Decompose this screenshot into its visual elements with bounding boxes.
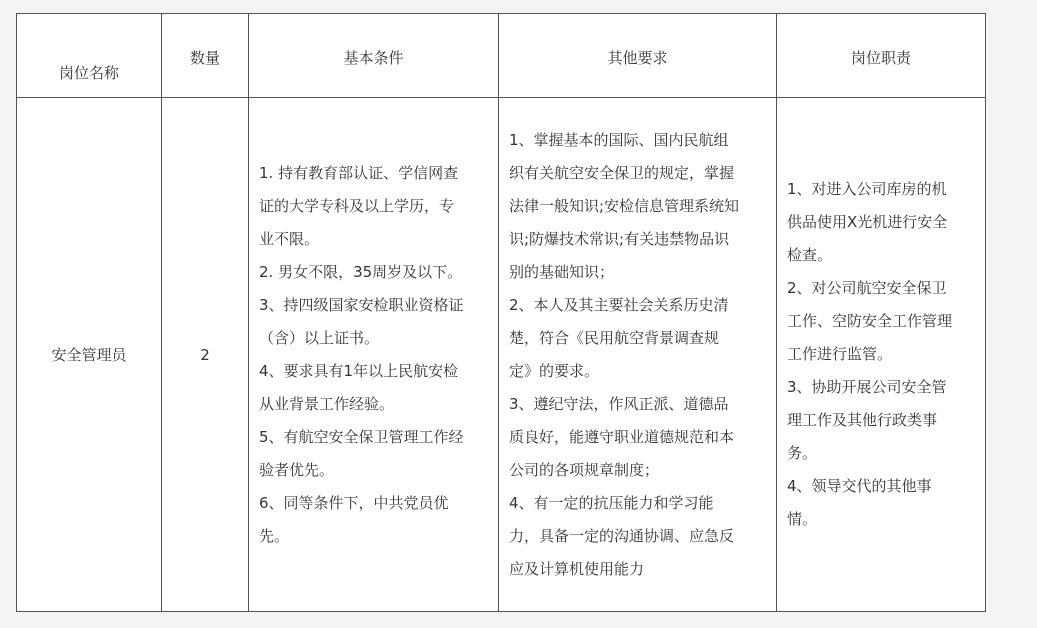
other-requirement-line: 织有关航空安全保卫的规定，掌握 [509, 163, 735, 182]
header-duties: 岗位职责 [777, 14, 986, 98]
table-row [17, 98, 986, 612]
other-requirement-line: 法律一般知识;安检信息管理系统知 [509, 196, 740, 215]
header-count: 数量 [162, 14, 249, 98]
other-requirement-line: 别的基础知识； [509, 262, 615, 281]
basic-condition-line: 5、有航空安全保卫管理工作经 [259, 427, 464, 446]
duties-cell [777, 98, 986, 612]
document-page [16, 13, 985, 612]
duty-line: 务。 [787, 444, 818, 462]
basic-condition-line: 1. 持有教育部认证、学信网查 [259, 163, 459, 182]
basic-condition-line: 4、要求具有1年以上民航安检 [259, 361, 459, 380]
basic-condition-line: 业不限。 [259, 229, 320, 248]
duty-line: 工作进行监管。 [787, 345, 893, 363]
other-requirement-line: 楚，符合《民用航空背景调查规 [509, 328, 720, 347]
duty-line: 4、领导交代的其他事 [787, 477, 932, 495]
count-cell: 2 [162, 98, 249, 612]
header-basic-conditions: 基本条件 [249, 14, 499, 98]
duty-line: 1、对进入公司库房的机 [787, 180, 947, 198]
other-requirement-line: 2、本人及其主要社会关系历史清 [509, 295, 729, 314]
other-requirement-line: 定》的要求。 [509, 361, 600, 380]
other-requirement-line: 识;防爆技术常识;有关违禁物品识 [509, 229, 730, 248]
duty-line: 检查。 [787, 246, 833, 264]
other-requirement-line: 质良好，能遵守职业道德规范和本 [509, 427, 735, 446]
other-requirement-line: 公司的各项规章制度； [509, 460, 660, 479]
header-other-requirements: 其他要求 [499, 14, 777, 98]
other-requirement-line: 3、遵纪守法，作风正派、道德品 [509, 394, 729, 413]
duty-line: 3、协助开展公司安全管 [787, 378, 947, 396]
basic-condition-line: 3、持四级国家安检职业资格证 [259, 295, 464, 314]
position-name-cell: 安全管理员 [17, 98, 162, 612]
duty-line: 理工作及其他行政类事 [787, 411, 938, 429]
duty-line: 工作、空防安全工作管理 [787, 312, 953, 330]
other-requirement-line: 力，具备一定的沟通协调、应急反 [509, 526, 735, 545]
header-row [17, 14, 986, 98]
basic-condition-line: 6、同等条件下，中共党员优 [259, 493, 449, 512]
basic-condition-line: 证的大学专科及以上学历，专 [259, 196, 455, 215]
header-position-name: 岗位名称 [17, 14, 162, 98]
other-requirement-line: 4、有一定的抗压能力和学习能 [509, 493, 714, 512]
basic-conditions-cell [249, 98, 499, 612]
basic-condition-line: 2. 男女不限，35周岁及以下。 [259, 262, 463, 281]
job-table [16, 13, 986, 612]
duty-line: 2、对公司航空安全保卫 [787, 279, 947, 297]
other-requirements-cell [499, 98, 777, 612]
duty-line: 供品使用X光机进行安全 [787, 213, 948, 231]
basic-condition-line: 先。 [259, 526, 290, 545]
duty-line: 情。 [787, 510, 818, 528]
other-requirement-line: 1、掌握基本的国际、国内民航组 [509, 130, 729, 149]
basic-condition-line: 验者优先。 [259, 460, 335, 479]
basic-condition-line: 从业背景工作经验。 [259, 394, 395, 413]
other-requirement-line: 应及计算机使用能力 [509, 559, 645, 578]
basic-condition-line: （含）以上证书。 [259, 328, 380, 347]
